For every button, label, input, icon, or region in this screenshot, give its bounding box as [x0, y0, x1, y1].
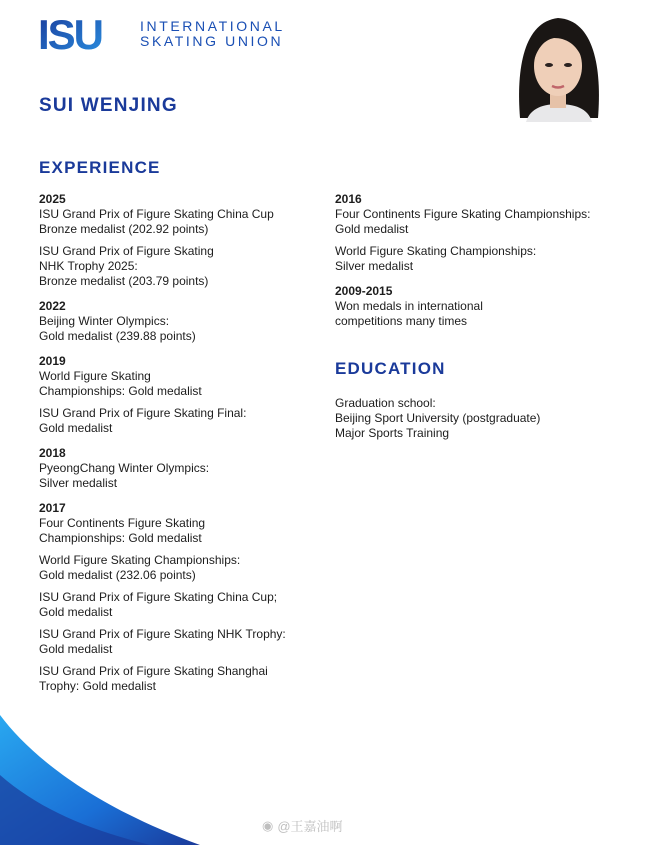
year-label: 2025	[39, 192, 66, 206]
experience-entry: World Figure Skating Championships: Silver medalist	[335, 244, 537, 273]
education-details: Graduation school: Beijing Sport University (postgraduate) Major Sports Training	[335, 396, 541, 440]
education-heading: EDUCATION	[335, 359, 446, 378]
athlete-name: SUI WENJING	[39, 95, 178, 116]
experience-year-group	[335, 284, 640, 329]
isu-logo-mark	[38, 15, 132, 53]
experience-year-group	[335, 192, 640, 274]
experience-entry: World Figure Skating Championships: Gold medalist (232.06 points)	[39, 553, 241, 582]
experience-heading: EXPERIENCE	[39, 158, 161, 177]
experience-entry: Won medals in international competitions many times	[335, 299, 483, 328]
experience-entry: Four Continents Figure Skating Championships: Gold medalist	[39, 516, 206, 545]
experience-entry: ISU Grand Prix of Figure Skating Shanghai Trophy: Gold medalist	[39, 664, 268, 693]
year-label: 2018	[39, 446, 66, 460]
logo-line-2: SKATING UNION	[140, 33, 284, 49]
experience-year-group	[39, 192, 329, 289]
logo-line-1: INTERNATIONAL	[140, 18, 285, 34]
experience-entry: ISU Grand Prix of Figure Skating China Cup Bronze medalist (202.92 points)	[39, 207, 274, 236]
year-label: 2009-2015	[335, 284, 393, 298]
experience-entry: ISU Grand Prix of Figure Skating NHK Trophy 2025: Bronze medalist (203.79 points)	[39, 244, 214, 288]
experience-year-group	[39, 299, 329, 344]
experience-year-group	[39, 354, 329, 436]
watermark	[262, 816, 343, 835]
experience-entry: Beijing Winter Olympics: Gold medalist (239.88 points)	[39, 314, 196, 343]
experience-entry: ISU Grand Prix of Figure Skating NHK Trophy: Gold medalist	[39, 627, 286, 656]
year-label: 2016	[335, 192, 362, 206]
experience-left-column	[39, 192, 329, 704]
experience-entry: Four Continents Figure Skating Championships: Gold medalist	[335, 207, 591, 236]
watermark-text: @王嘉油啊	[277, 819, 343, 834]
year-label: 2022	[39, 299, 66, 313]
experience-entry: World Figure Skating Championships: Gold medalist	[39, 369, 202, 398]
experience-year-group	[39, 446, 329, 491]
isu-logo	[38, 14, 285, 54]
year-label: 2019	[39, 354, 66, 368]
experience-entry: PyeongChang Winter Olympics: Silver medalist	[39, 461, 210, 490]
year-label: 2017	[39, 501, 66, 515]
logo-mark-text: ISU	[38, 15, 103, 53]
experience-right-column	[335, 192, 640, 339]
experience-entry: ISU Grand Prix of Figure Skating Final: Gold medalist	[39, 406, 247, 435]
experience-year-group	[39, 501, 329, 694]
experience-entry: ISU Grand Prix of Figure Skating China Cup; Gold medalist	[39, 590, 278, 619]
athlete-portrait	[510, 8, 606, 122]
weibo-icon: ◉	[262, 817, 274, 833]
